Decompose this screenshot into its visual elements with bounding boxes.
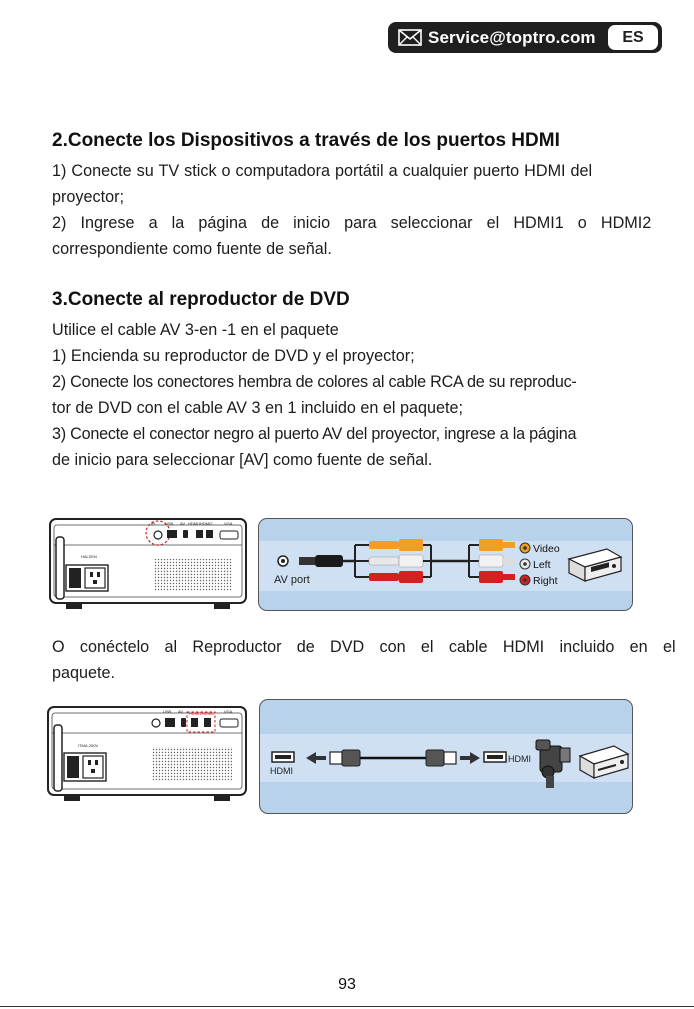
text-line: de inicio para seleccionar [AV] como fuente de señal.: [52, 451, 433, 469]
section-body-dvd: [52, 317, 642, 473]
legend-right: Right: [533, 575, 558, 587]
projector-voltage: ITMA-250V: [78, 743, 99, 748]
bottom-rule: [0, 1006, 694, 1007]
port-label: AV: [180, 521, 186, 526]
port-label: VGA: [224, 709, 233, 714]
mail-icon: [398, 29, 422, 46]
section-body-hdmi: [52, 158, 652, 262]
text-line: 2) Conecte los conectores hembra de colores al cable RCA de su reproduc-: [52, 373, 577, 391]
service-email-badge: [388, 22, 662, 53]
projector-rear-illustration: [46, 513, 250, 611]
port-label: HDMI1: [189, 711, 202, 716]
port-label: HDMI2: [202, 711, 215, 716]
port-label: HDMI1: [188, 521, 201, 526]
page-number: 93: [338, 976, 356, 993]
port-label: HDMI2: [200, 521, 213, 526]
text-line: 2) Ingrese a la página de inicio para seleccionar el HDMI1 o HDMI2: [52, 214, 652, 232]
hdmi-label-right: HDMI: [508, 754, 531, 764]
projector-brand: HALZEN: [81, 554, 97, 559]
text-line: correspondiente como fuente de señal.: [52, 240, 332, 258]
projector-rear-illustration-hdmi: [44, 703, 250, 803]
legend-left: Left: [533, 559, 551, 571]
language-tag: ES: [608, 25, 658, 50]
port-label: VGA: [224, 521, 233, 526]
port-label: AV: [178, 709, 184, 714]
text-line: 1) Encienda su reproductor de DVD y el proyector;: [52, 347, 415, 365]
text-line: 3) Conecte el conector negro al puerto AV del proyector, ingrese a la página: [52, 425, 577, 443]
port-label: IR: [151, 521, 155, 526]
legend-video: Video: [533, 543, 560, 555]
port-label: USB: [163, 709, 172, 714]
section-title-dvd: 3.Conecte al reproductor de DVD: [52, 289, 350, 310]
hdmi-cable-diagram: [259, 699, 633, 814]
text-line: Utilice el cable AV 3-en -1 en el paquete: [52, 321, 339, 339]
text-line: tor de DVD con el cable AV 3 en 1 incluido en el paquete;: [52, 399, 463, 417]
section-title-hdmi: 2.Conecte los Dispositivos a través de los puertos HDMI: [52, 130, 560, 151]
text-line: O conéctelo al Reproductor de DVD con el cable HDMI incluido en el: [52, 638, 676, 656]
hdmi-label-left: HDMI: [270, 766, 293, 776]
av-port-label: AV port: [274, 574, 310, 586]
service-email[interactable]: Service@toptro.com: [428, 28, 596, 47]
av-cable-diagram: [258, 518, 633, 611]
text-line: proyector;: [52, 188, 124, 206]
port-label: USB: [165, 521, 174, 526]
text-line: 1) Conecte su TV stick o computadora portátil a cualquier puerto HDMI del: [52, 162, 593, 180]
text-line: paquete.: [52, 664, 116, 682]
hdmi-alternative-text: [52, 634, 676, 686]
